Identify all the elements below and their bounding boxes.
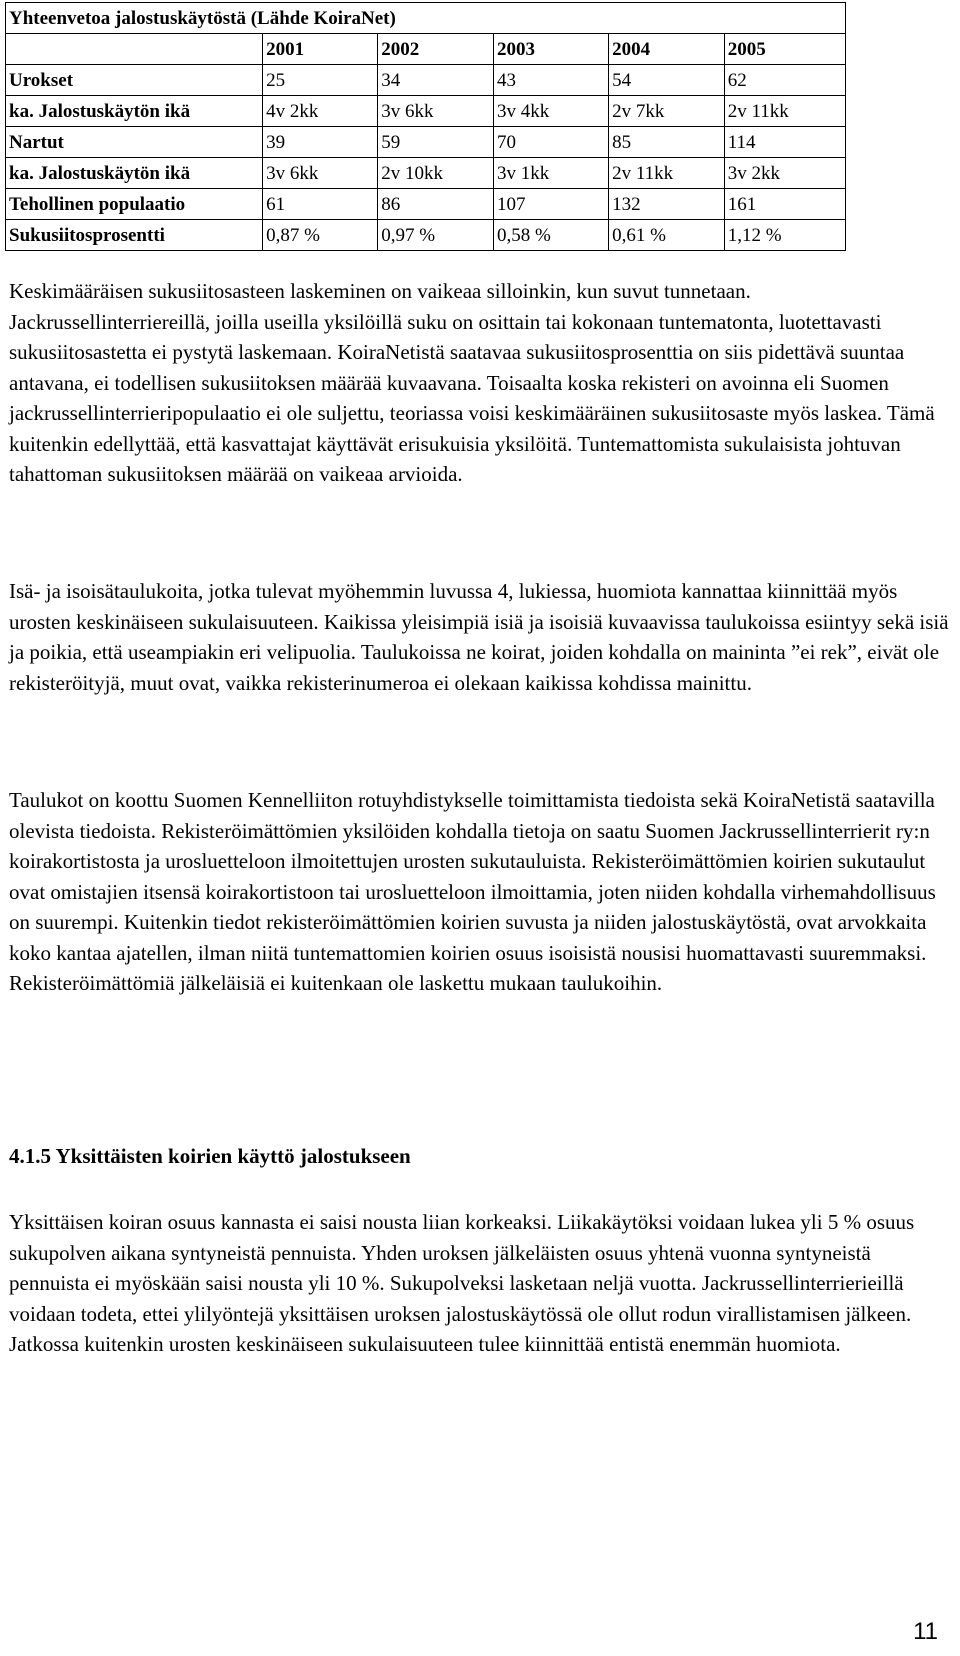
table-row [6,189,846,220]
table-row [6,65,846,96]
table-cell: 2v 10kk [378,158,494,189]
table-cell: 2v 7kk [609,96,725,127]
table-cell: 86 [378,189,494,220]
table-cell: 3v 1kk [493,158,608,189]
breeding-summary-table [5,2,846,251]
table-cell: 114 [724,127,845,158]
row-label: Sukusiitosprosentti [6,220,263,251]
table-cell: 0,87 % [263,220,378,251]
table-cell: 3v 6kk [378,96,494,127]
table-row [6,127,846,158]
table-cell: 25 [263,65,378,96]
page-number: 11 [913,1618,938,1645]
paragraph-inbreeding: Keskimääräisen sukusiitosasteen laskeminen on vaikeaa silloinkin, kun suvut tunnetaan. Jackrussellinterriereillä, joilla useilla yksilöillä suku on osittain tai kokonaan tuntematonta, luotettavasti sukusiitosastetta ei pystytä laskemaan. KoiraNetistä saatavaa sukusiitosprosenttia on siis pidettävä suuntaa antavana, ei todellisen sukusiitoksen määrää kuvaavana. Toisaalta koska rekisteri on avoinna eli Suomen jackrussellinterrieripopulaatio ei ole suljettu, teoriassa voisi keskimääräinen sukusiitosaste myös laskea. Tämä kuitenkin edellyttää, että kasvattajat käyttävät erisukuisia yksilöitä. Tuntemattomista sukulaisista johtuvan tahattoman sukusiitoksen määrää on vaikeaa arvioida. [9,279,935,486]
table-cell: 34 [378,65,494,96]
paragraph-individual-use: Yksittäisen koiran osuus kannasta ei saisi nousta liian korkeaksi. Liikakäytöksi voidaan lukea yli 5 % osuus sukupolven aikana syntyneistä pennuista. Yhden uroksen jälkeläisten osuus yhtenä vuonna syntyneistä pennuista ei myöskään saisi nousta yli 10 %. Sukupolveksi lasketaan neljä vuotta. Jackrussellinterrierieillä voidaan todeta, ettei ylilyöntejä yksittäisen uroksen jalostuskäytössä ole ollut rodun virallistamisen jälkeen. Jatkossa kuitenkin urosten keskinäiseen sukulaisuuteen tulee kiinnittää entistä enemmän huomiota. [9,1210,915,1356]
table-cell: 39 [263,127,378,158]
header-year-cell: 2002 [378,34,494,65]
table-cell: 2v 11kk [724,96,845,127]
table-cell: 3v 6kk [263,158,378,189]
table-row [6,96,846,127]
header-year-cell: 2005 [724,34,845,65]
header-empty-cell [6,34,263,65]
table-cell: 0,58 % [493,220,608,251]
table-cell: 161 [724,189,845,220]
header-year-cell: 2004 [609,34,725,65]
table-title: Yhteenvetoa jalostuskäytöstä (Lähde KoiraNet) [6,3,846,34]
row-label: Nartut [6,127,263,158]
row-label: Urokset [6,65,263,96]
table-cell: 107 [493,189,608,220]
section-heading: 4.1.5 Yksittäisten koirien käyttö jalostukseen [9,1144,411,1168]
header-year-cell: 2003 [493,34,608,65]
header-year-cell: 2001 [263,34,378,65]
table-row [6,220,846,251]
table-cell: 2v 11kk [609,158,725,189]
table-cell: 3v 4kk [493,96,608,127]
table-cell: 62 [724,65,845,96]
table-title-row [6,3,846,34]
table-cell: 61 [263,189,378,220]
row-label: ka. Jalostuskäytön ikä [6,158,263,189]
table-cell: 0,61 % [609,220,725,251]
table-cell: 59 [378,127,494,158]
table-row [6,158,846,189]
table-cell: 70 [493,127,608,158]
table-cell: 132 [609,189,725,220]
row-label: ka. Jalostuskäytön ikä [6,96,263,127]
paragraph-sire-tables: Isä- ja isoisätaulukoita, jotka tulevat myöhemmin luvussa 4, lukiessa, huomiota kannattaa kiinnittää myös urosten keskinäiseen sukulaisuuteen. Kaikissa yleisimpiä isiä ja isoisiä kuvaavissa taulukoissa esiintyy sekä isiä ja poikia, että useampiakin eri velipuolia. Taulukoissa ne koirat, joiden kohdalla on maininta ”ei rek”, eivät ole rekisteröityjä, muut ovat, vaikka rekisterinumeroa ei olekaan kaikissa kohdissa mainittu. [9,579,949,695]
table-cell: 0,97 % [378,220,494,251]
table-cell: 1,12 % [724,220,845,251]
table-cell: 4v 2kk [263,96,378,127]
paragraph-data-sources: Taulukot on koottu Suomen Kennelliiton rotuyhdistykselle toimittamista tiedoista sekä KoiraNetistä saatavilla olevista tiedoista. Rekisteröimättömien yksilöiden kohdalla tietoja on saatu Suomen Jackrussellinterrierit ry:n koirakortistosta ja urosluetteloon ilmoitettujen urosten sukutauluista. Rekisteröimättömien koirien sukutaulut ovat omistajien itsensä koirakortistoon tai urosluetteloon ilmoittamia, joten niiden kohdalla virhemahdollisuus on suurempi. Kuitenkin tiedot rekisteröimättömien koirien suvusta ja niiden jalostuskäytöstä, ovat arvokkaita koko kantaa ajatellen, ilman niitä tuntemattomien koirien osuus isoisistä nousisi huomattavasti suuremmaksi. Rekisteröimättömiä jälkeläisiä ei kuitenkaan ole laskettu mukaan taulukoihin. [9,788,936,995]
table-cell: 3v 2kk [724,158,845,189]
table-cell: 54 [609,65,725,96]
row-label: Tehollinen populaatio [6,189,263,220]
table-cell: 43 [493,65,608,96]
table-header-row [6,34,846,65]
table-cell: 85 [609,127,725,158]
